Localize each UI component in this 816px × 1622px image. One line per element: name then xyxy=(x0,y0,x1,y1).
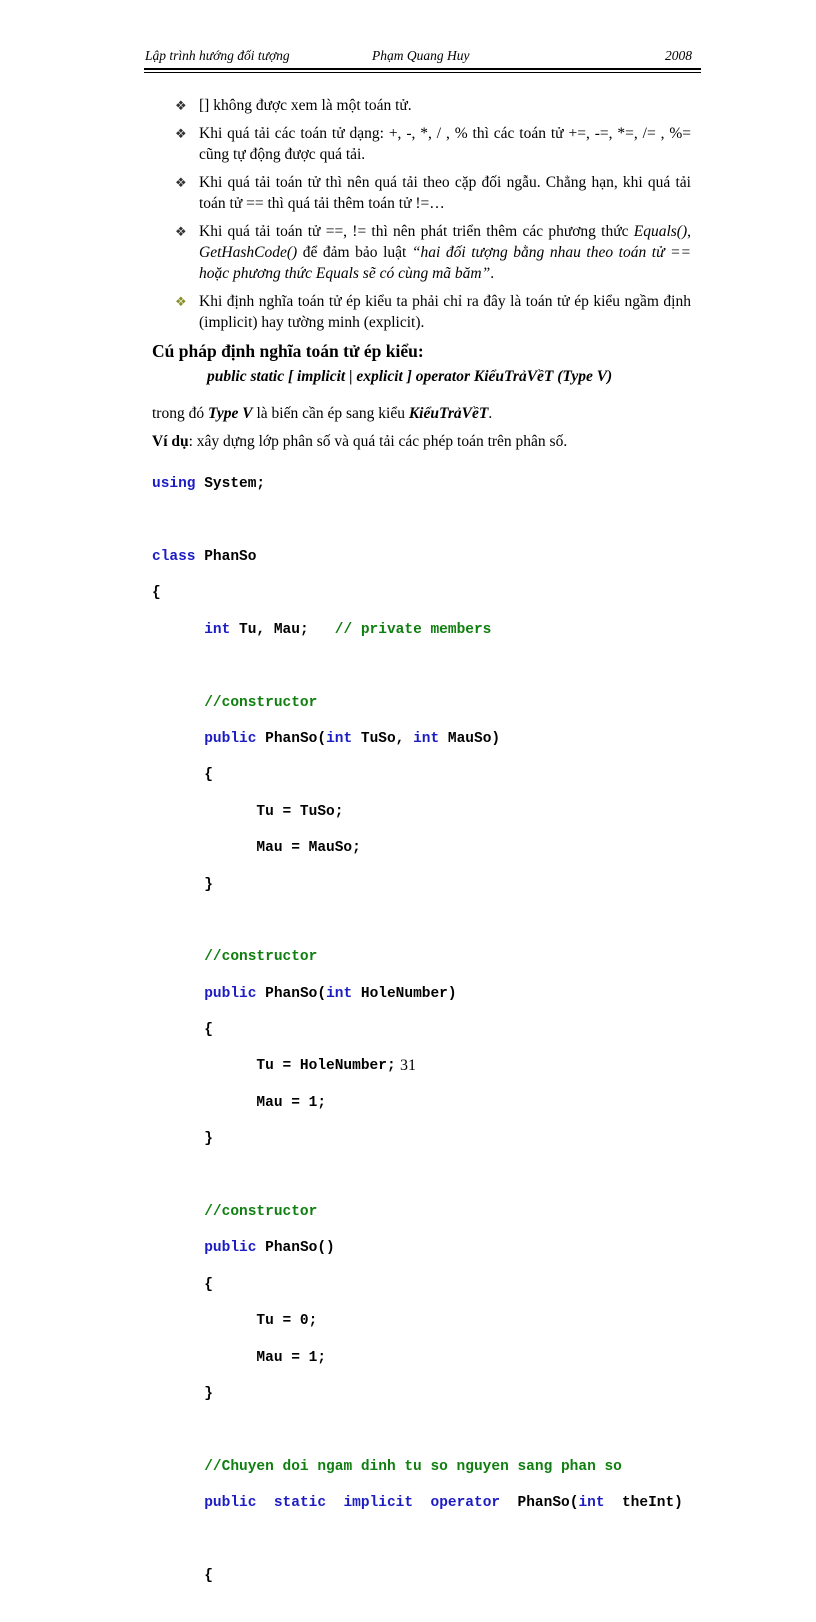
code-line xyxy=(152,694,683,712)
code-line xyxy=(152,803,683,821)
para-text: trong đó xyxy=(152,405,208,422)
code-brace: } xyxy=(204,1131,213,1148)
code-comment: //constructor xyxy=(204,1204,318,1221)
code-line xyxy=(152,1385,683,1403)
syntax-line: public static [ implicit | explicit ] operator KiểuTrảVềT (Type V) xyxy=(207,368,613,385)
bullet-list xyxy=(175,95,691,340)
code-line xyxy=(152,584,683,602)
code-line xyxy=(152,1312,683,1330)
code-text: Mau = 1; xyxy=(256,1094,327,1111)
code-line xyxy=(152,1239,683,1257)
keyword: int xyxy=(204,621,231,638)
bullet-text: [] không được xem là một toán tử. xyxy=(199,97,412,114)
keyword: using xyxy=(152,476,196,493)
code-text: PhanSo( xyxy=(256,985,327,1002)
term-return-type: KiểuTrảVềT xyxy=(408,405,489,422)
code-line xyxy=(152,475,683,493)
diamond-bullet-icon: ❖ xyxy=(175,175,187,190)
keyword: implicit xyxy=(343,1495,414,1512)
code-text: Tu = HoleNumber; xyxy=(256,1058,396,1075)
code-line xyxy=(152,876,683,894)
header-year: 2008 xyxy=(665,48,692,63)
rule-quote: “hai đối tượng bằng nhau theo toán tử == hoặc phương thức Equals sẽ có cùng mã băm” xyxy=(199,244,691,282)
para-text: là biến cần ép sang kiểu xyxy=(252,405,409,422)
code-text: PhanSo( xyxy=(517,1495,579,1512)
keyword: class xyxy=(152,548,196,565)
term-type-v: Type V xyxy=(207,405,253,422)
code-line-blank xyxy=(152,1167,683,1185)
code-line xyxy=(152,1458,683,1476)
example-text: : xây dựng lớp phân số và quá tải các phép toán trên phân số. xyxy=(188,433,568,450)
code-line xyxy=(152,1094,683,1112)
code-text: System; xyxy=(195,476,266,493)
code-line xyxy=(152,1276,683,1294)
keyword: int xyxy=(326,730,353,747)
diamond-bullet-icon: ❖ xyxy=(175,224,187,239)
code-text: Tu = 0; xyxy=(256,1313,318,1330)
code-line-blank xyxy=(152,912,683,930)
keyword: public xyxy=(204,730,257,747)
section-heading: Cú pháp định nghĩa toán tử ép kiểu: xyxy=(152,341,424,361)
header-rule-thin xyxy=(144,72,701,73)
bullet-item xyxy=(175,172,691,214)
keyword: operator xyxy=(430,1495,501,1512)
code-text: Mau = MauSo; xyxy=(256,840,361,857)
code-brace: } xyxy=(204,1385,213,1402)
header-rule-thick xyxy=(144,68,701,70)
code-text: HoleNumber) xyxy=(352,985,457,1002)
header-author: Phạm Quang Huy xyxy=(372,48,470,63)
keyword: int xyxy=(578,1495,605,1512)
code-brace: { xyxy=(152,585,161,602)
code-line xyxy=(152,1567,683,1585)
code-comment: // private members xyxy=(334,621,492,638)
code-line-blank xyxy=(152,1421,683,1439)
bullet-item xyxy=(175,291,691,333)
diamond-bullet-icon: ❖ xyxy=(175,126,187,141)
code-line-blank xyxy=(152,657,683,675)
keyword: public xyxy=(204,1495,257,1512)
code-line xyxy=(152,1130,683,1148)
code-line xyxy=(152,985,683,1003)
paragraph-type-explanation xyxy=(152,405,492,423)
keyword: int xyxy=(413,730,440,747)
code-text: PhanSo( xyxy=(256,730,327,747)
code-text: Mau = 1; xyxy=(256,1349,327,1366)
code-line xyxy=(152,1203,683,1221)
code-text: Tu, Mau; xyxy=(230,621,335,638)
code-line xyxy=(152,621,683,639)
code-text: PhanSo xyxy=(195,548,257,565)
method-gethashcode: GetHashCode() xyxy=(199,244,298,261)
code-comment: //constructor xyxy=(204,949,318,966)
code-brace: { xyxy=(204,1022,213,1039)
code-line xyxy=(152,766,683,784)
keyword: int xyxy=(326,985,353,1002)
paragraph-example xyxy=(152,433,567,451)
keyword: public xyxy=(204,985,257,1002)
code-comment: //constructor xyxy=(204,694,318,711)
bullet-text-end: . xyxy=(490,265,495,282)
para-text: . xyxy=(488,405,493,422)
bullet-text: Khi quá tải toán tử thì nên quá tải theo cặp đối ngẫu. Chẳng hạn, khi quá tải toán tử == thì quá tải thêm toán tử !=… xyxy=(199,174,691,212)
keyword: public xyxy=(204,1240,257,1257)
method-equals: Equals() xyxy=(633,223,688,240)
diamond-bullet-icon: ❖ xyxy=(175,98,187,113)
bullet-item xyxy=(175,221,691,284)
page-number: 31 xyxy=(400,1057,416,1074)
code-line xyxy=(152,1494,683,1512)
bullet-item xyxy=(175,123,691,165)
diamond-bullet-icon: ❖ xyxy=(175,294,187,309)
code-brace: { xyxy=(204,1276,213,1293)
keyword: static xyxy=(273,1495,327,1512)
example-label: Ví dụ xyxy=(152,433,189,450)
code-line-blank xyxy=(152,1531,683,1549)
code-line-blank xyxy=(152,512,683,530)
code-line xyxy=(152,730,683,748)
code-line xyxy=(152,948,683,966)
code-line xyxy=(152,839,683,857)
code-brace: { xyxy=(204,767,213,784)
code-text: Tu = TuSo; xyxy=(256,803,344,820)
header-book-title: Lập trình hướng đối tượng xyxy=(145,48,290,63)
bullet-sep: , xyxy=(687,223,691,240)
bullet-text: Khi định nghĩa toán tử ép kiểu ta phải chỉ ra đây là toán tử ép kiểu ngầm định (implicit) hay tường minh (explicit). xyxy=(199,293,691,331)
code-brace: { xyxy=(204,1567,213,1584)
bullet-text-mid: để đảm bảo luật xyxy=(297,244,412,261)
bullet-text-pre: Khi quá tải toán tử ==, != thì nên phát triển thêm các phương thức xyxy=(199,223,634,240)
code-text: TuSo, xyxy=(352,730,414,747)
bullet-item xyxy=(175,95,691,116)
code-comment: //Chuyen doi ngam dinh tu so nguyen sang phan so xyxy=(204,1458,622,1475)
code-line xyxy=(152,548,683,566)
code-brace: } xyxy=(204,876,213,893)
bullet-text: Khi quá tải các toán tử dạng: +, -, *, / , % thì các toán tử +=, -=, *=, /= , %= cũng tự động được quá tải. xyxy=(199,125,691,163)
code-line xyxy=(152,1021,683,1039)
code-text: PhanSo() xyxy=(256,1240,335,1257)
code-text: MauSo) xyxy=(439,730,501,747)
code-block xyxy=(152,457,683,1622)
code-line xyxy=(152,1349,683,1367)
code-text: theInt) xyxy=(621,1495,683,1512)
